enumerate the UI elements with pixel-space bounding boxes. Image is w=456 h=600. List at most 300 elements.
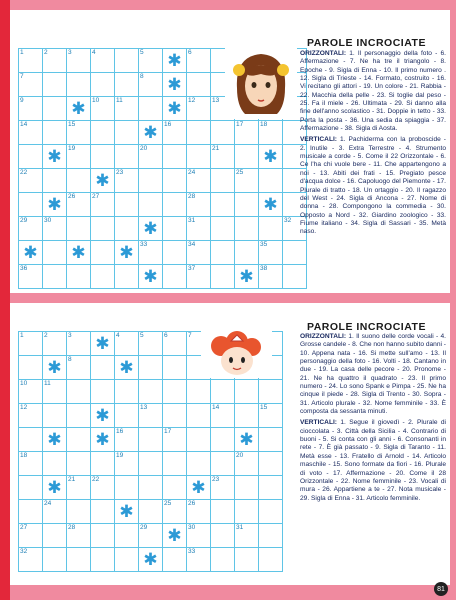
grid-cell[interactable] (259, 380, 282, 403)
grid-cell[interactable] (139, 524, 162, 547)
cell-number: 29 (20, 217, 28, 224)
asterisk-icon: ✱ (119, 358, 134, 377)
grid-cell[interactable] (163, 265, 186, 288)
grid-cell[interactable] (259, 476, 282, 499)
black-square (115, 356, 138, 379)
character-portrait-1 (225, 48, 297, 119)
cell-number: 22 (92, 476, 100, 483)
cell-number: 26 (68, 193, 76, 200)
across-clues-2 (300, 333, 446, 416)
grid-cell[interactable] (67, 404, 90, 427)
cell-number: 18 (20, 452, 28, 459)
black-square (163, 73, 186, 96)
asterisk-icon: ✱ (95, 171, 110, 190)
grid-cell[interactable] (235, 380, 258, 403)
cell-number: 10 (20, 380, 28, 387)
grid-cell[interactable] (139, 145, 162, 168)
cell-number: 36 (20, 265, 28, 272)
grid-cell[interactable] (67, 145, 90, 168)
grid-cell[interactable] (283, 265, 306, 288)
grid-cell[interactable] (139, 49, 162, 72)
grid-cell[interactable] (115, 428, 138, 451)
grid-cell[interactable] (67, 217, 90, 240)
down-clues-2 (300, 419, 446, 502)
grid-cell[interactable] (259, 265, 282, 288)
grid-cell[interactable] (67, 265, 90, 288)
grid-cell[interactable] (187, 265, 210, 288)
grid-cell[interactable] (43, 97, 66, 120)
grid-cell[interactable] (19, 49, 42, 72)
asterisk-icon: ✱ (47, 430, 62, 449)
grid-cell[interactable] (139, 332, 162, 355)
grid-cell[interactable] (211, 193, 234, 216)
grid-cell[interactable] (211, 265, 234, 288)
grid-cell[interactable] (67, 380, 90, 403)
grid-cell[interactable] (163, 548, 186, 571)
grid-cell[interactable] (91, 49, 114, 72)
grid-cell[interactable] (43, 121, 66, 144)
grid-cell[interactable] (211, 404, 234, 427)
cell-number: 10 (92, 97, 100, 104)
black-square (139, 217, 162, 240)
cell-number: 17 (236, 121, 244, 128)
cell-number: 25 (236, 169, 244, 176)
asterisk-icon: ✱ (23, 243, 38, 262)
asterisk-icon: ✱ (263, 195, 278, 214)
grid-cell[interactable] (163, 121, 186, 144)
grid-cell[interactable] (259, 217, 282, 240)
grid-cell[interactable] (67, 452, 90, 475)
grid-cell[interactable] (187, 49, 210, 72)
asterisk-icon: ✱ (95, 406, 110, 425)
grid-cell[interactable] (91, 356, 114, 379)
grid-cell[interactable] (235, 524, 258, 547)
grid-cell[interactable] (115, 265, 138, 288)
grid-cell[interactable] (19, 169, 42, 192)
grid-cell[interactable] (91, 121, 114, 144)
black-square (139, 265, 162, 288)
grid-cell[interactable] (43, 524, 66, 547)
grid-cell[interactable] (139, 428, 162, 451)
grid-cell[interactable] (187, 193, 210, 216)
grid-cell[interactable] (19, 404, 42, 427)
asterisk-icon: ✱ (47, 147, 62, 166)
grid-cell[interactable] (211, 452, 234, 475)
grid-cell[interactable] (163, 217, 186, 240)
cell-number: 26 (188, 500, 196, 507)
black-square (91, 169, 114, 192)
grid-cell[interactable] (91, 97, 114, 120)
grid-cell[interactable] (115, 548, 138, 571)
grid-cell[interactable] (259, 524, 282, 547)
grid-cell[interactable] (259, 428, 282, 451)
grid-cell[interactable] (235, 452, 258, 475)
down-text-2: 1. Segue il giovedì - 2. Plurale di cioccolata - 3. Città della Sicilia - 4. Contrario di buoni - 5. Si conta con gli anni - 6. Consonanti in rete - 7. È già passato - 9. Sigla di Taranto - 11. Metà esse - 13. Fratello di Arnold - 14. Articolo maschile - 15. Sono formate da fiori - 16. Plurale di voto - 17. Affermazione - 20. Come il 28 Orizzontale - 22. Nome femminile - 23. Vocali di mura - 26. Appartiene a te - 27. Nota musicale - 29. Sigla di Enna - 31. Articolo femminile. (300, 419, 446, 502)
cell-number: 11 (44, 380, 51, 387)
grid-cell[interactable] (187, 500, 210, 523)
grid-cell[interactable] (139, 404, 162, 427)
down-clues-1 (300, 136, 446, 236)
cell-number: 18 (260, 121, 268, 128)
black-square (67, 97, 90, 120)
cell-number: 21 (68, 476, 76, 483)
cell-number: 38 (260, 265, 268, 272)
grid-cell[interactable] (115, 452, 138, 475)
grid-cell[interactable] (211, 524, 234, 547)
grid-cell[interactable] (163, 332, 186, 355)
cell-number: 7 (20, 73, 24, 80)
grid-cell[interactable] (259, 169, 282, 192)
grid-cell[interactable] (115, 476, 138, 499)
grid-cell[interactable] (43, 217, 66, 240)
grid-cell[interactable] (211, 380, 234, 403)
grid-cell[interactable] (91, 145, 114, 168)
grid-cell[interactable] (43, 380, 66, 403)
grid-cell[interactable] (187, 217, 210, 240)
grid-cell[interactable] (187, 548, 210, 571)
cell-number: 20 (236, 452, 244, 459)
grid-cell[interactable] (163, 500, 186, 523)
character-portrait-2 (201, 331, 272, 378)
grid-cell[interactable] (259, 404, 282, 427)
cell-number: 7 (188, 332, 192, 339)
grid-cell[interactable] (115, 193, 138, 216)
grid-cell[interactable] (19, 145, 42, 168)
puzzle-title-2: PAROLE INCROCIATE (307, 321, 426, 333)
asterisk-icon: ✱ (47, 358, 62, 377)
grid-cell[interactable] (139, 500, 162, 523)
grid-cell[interactable] (163, 476, 186, 499)
black-square (91, 404, 114, 427)
puzzle-panel-1 (10, 10, 450, 293)
grid-cell[interactable] (91, 265, 114, 288)
cell-number: 3 (68, 49, 72, 56)
grid-cell[interactable] (139, 241, 162, 264)
grid-cell[interactable] (115, 404, 138, 427)
cell-number: 24 (188, 169, 196, 176)
black-square (19, 241, 42, 264)
grid-cell[interactable] (43, 452, 66, 475)
grid-cell[interactable] (67, 169, 90, 192)
asterisk-icon: ✱ (191, 478, 206, 497)
down-heading-1: VERTICALI: (300, 136, 337, 144)
grid-cell[interactable] (43, 404, 66, 427)
grid-cell[interactable] (139, 452, 162, 475)
grid-cell[interactable] (19, 452, 42, 475)
grid-cell[interactable] (91, 73, 114, 96)
asterisk-icon: ✱ (167, 99, 182, 118)
cell-number: 5 (140, 332, 144, 339)
grid-cell[interactable] (211, 217, 234, 240)
cell-number: 23 (116, 169, 124, 176)
grid-cell[interactable] (43, 265, 66, 288)
black-square (163, 49, 186, 72)
grid-cell[interactable] (235, 404, 258, 427)
grid-cell[interactable] (187, 145, 210, 168)
cell-number: 2 (44, 332, 48, 339)
across-heading-2: ORIZZONTALI: (300, 333, 347, 340)
grid-cell[interactable] (187, 97, 210, 120)
grid-cell[interactable] (163, 380, 186, 403)
grid-cell[interactable] (187, 404, 210, 427)
grid-cell[interactable] (187, 524, 210, 547)
grid-cell[interactable] (19, 193, 42, 216)
grid-cell[interactable] (19, 500, 42, 523)
black-square (163, 524, 186, 547)
grid-cell[interactable] (43, 500, 66, 523)
grid-cell[interactable] (115, 169, 138, 192)
puzzle-title-1: PAROLE INCROCIATE (307, 37, 426, 49)
asterisk-icon: ✱ (143, 123, 158, 142)
grid-cell[interactable] (139, 97, 162, 120)
grid-cell[interactable] (115, 380, 138, 403)
grid-cell[interactable] (19, 548, 42, 571)
grid-cell[interactable] (43, 49, 66, 72)
grid-cell[interactable] (43, 169, 66, 192)
cell-number: 32 (20, 548, 28, 555)
down-heading-2: VERTICALI: (300, 419, 337, 427)
grid-cell[interactable] (19, 380, 42, 403)
grid-cell[interactable] (19, 97, 42, 120)
grid-cell[interactable] (235, 241, 258, 264)
grid-cell[interactable] (163, 404, 186, 427)
grid-cell[interactable] (91, 524, 114, 547)
black-square (235, 428, 258, 451)
grid-cell[interactable] (139, 380, 162, 403)
grid-cell[interactable] (259, 121, 282, 144)
asterisk-icon: ✱ (167, 526, 182, 545)
cell-number: 12 (188, 97, 196, 104)
grid-cell[interactable] (259, 241, 282, 264)
grid-cell[interactable] (211, 428, 234, 451)
grid-cell[interactable] (211, 121, 234, 144)
cell-number: 37 (188, 265, 196, 272)
grid-cell[interactable] (91, 380, 114, 403)
grid-cell[interactable] (163, 241, 186, 264)
cell-number: 14 (212, 404, 220, 411)
grid-cell[interactable] (91, 548, 114, 571)
grid-cell[interactable] (43, 241, 66, 264)
grid-cell[interactable] (19, 265, 42, 288)
black-square (43, 356, 66, 379)
cell-number: 13 (212, 97, 220, 104)
grid-cell[interactable] (211, 241, 234, 264)
black-square (259, 145, 282, 168)
grid-cell[interactable] (211, 548, 234, 571)
left-margin-band (0, 0, 10, 600)
asterisk-icon: ✱ (47, 195, 62, 214)
grid-cell[interactable] (67, 73, 90, 96)
black-square (43, 476, 66, 499)
puzzle-panel-2 (10, 303, 450, 585)
grid-cell[interactable] (235, 169, 258, 192)
asterisk-icon: ✱ (143, 550, 158, 569)
grid-cell[interactable] (43, 73, 66, 96)
grid-cell[interactable] (43, 332, 66, 355)
grid-cell[interactable] (139, 169, 162, 192)
grid-cell[interactable] (187, 428, 210, 451)
grid-cell[interactable] (91, 193, 114, 216)
grid-cell[interactable] (211, 145, 234, 168)
grid-cell[interactable] (67, 49, 90, 72)
cell-number: 22 (20, 169, 28, 176)
cell-number: 33 (140, 241, 148, 248)
black-square (187, 476, 210, 499)
asterisk-icon: ✱ (143, 219, 158, 238)
cell-number: 1 (20, 332, 24, 339)
grid-cell[interactable] (19, 524, 42, 547)
cell-number: 16 (164, 121, 172, 128)
grid-cell[interactable] (91, 241, 114, 264)
cell-number: 28 (68, 524, 76, 531)
grid-cell[interactable] (19, 428, 42, 451)
grid-cell[interactable] (115, 217, 138, 240)
grid-cell[interactable] (115, 97, 138, 120)
grid-cell[interactable] (235, 193, 258, 216)
grid-cell[interactable] (115, 332, 138, 355)
grid-cell[interactable] (91, 217, 114, 240)
grid-cell[interactable] (43, 548, 66, 571)
cell-number: 9 (20, 97, 24, 104)
grid-cell[interactable] (211, 169, 234, 192)
grid-cell[interactable] (259, 500, 282, 523)
asterisk-icon: ✱ (239, 267, 254, 286)
grid-cell[interactable] (187, 73, 210, 96)
grid-cell[interactable] (67, 121, 90, 144)
cell-number: 25 (164, 500, 172, 507)
asterisk-icon: ✱ (167, 75, 182, 94)
grid-cell[interactable] (235, 500, 258, 523)
grid-cell[interactable] (259, 548, 282, 571)
cell-number: 31 (188, 217, 196, 224)
cell-number: 2 (44, 49, 48, 56)
grid-cell[interactable] (163, 169, 186, 192)
cell-number: 8 (140, 73, 144, 80)
cell-number: 35 (260, 241, 268, 248)
grid-cell[interactable] (187, 121, 210, 144)
grid-cell[interactable] (19, 217, 42, 240)
black-square (259, 193, 282, 216)
grid-cell[interactable] (67, 356, 90, 379)
clues-block-1 (300, 50, 446, 240)
cell-number: 17 (164, 428, 172, 435)
grid-cell[interactable] (67, 476, 90, 499)
grid-cell[interactable] (139, 193, 162, 216)
cell-number: 19 (116, 452, 124, 459)
cell-number: 34 (188, 241, 196, 248)
grid-cell[interactable] (67, 193, 90, 216)
grid-cell[interactable] (19, 121, 42, 144)
black-square (43, 193, 66, 216)
grid-cell[interactable] (91, 500, 114, 523)
asterisk-icon: ✱ (119, 502, 134, 521)
asterisk-icon: ✱ (71, 99, 86, 118)
grid-cell[interactable] (187, 380, 210, 403)
grid-cell[interactable] (67, 548, 90, 571)
cell-number: 5 (140, 49, 144, 56)
grid-cell[interactable] (187, 452, 210, 475)
cell-number: 29 (140, 524, 148, 531)
grid-cell[interactable] (235, 145, 258, 168)
cell-number: 15 (260, 404, 268, 411)
grid-cell[interactable] (235, 121, 258, 144)
grid-cell[interactable] (115, 49, 138, 72)
cell-number: 12 (20, 404, 28, 411)
cell-number: 6 (188, 49, 192, 56)
cell-number: 4 (92, 49, 96, 56)
grid-cell[interactable] (19, 476, 42, 499)
grid-cell[interactable] (139, 476, 162, 499)
cell-number: 27 (92, 193, 100, 200)
grid-cell[interactable] (19, 356, 42, 379)
asterisk-icon: ✱ (263, 147, 278, 166)
grid-cell[interactable] (211, 500, 234, 523)
asterisk-icon: ✱ (239, 430, 254, 449)
cell-number: 23 (212, 476, 220, 483)
grid-cell[interactable] (187, 241, 210, 264)
down-text-1: 1. Pachiderma con la proboscide - 2. Inutile - 3. Extra Terrestre - 4. Strumento musicale a corde - 5. Come il 22 Orizzontale - 6. Ce l'ha chi vuole bere - 11. Che appartengono a noi - 13. Abiti dei frati - 15. Pregiato pesce d'acqua dolce - 16. Capoluogo del Piemonte - 17. Plurale di tratto - 18. Un ortaggio - 20. Il ragazzo del West - 24. Sigla di Ancona - 27. Nome di donna - 28. Compongono la commedia - 30. Opposto a Nord - 32. Giardino zoologico - 33. Fiume italiano - 34. Sigla di Sassari - 35. Metà naso. (300, 136, 446, 236)
grid-cell[interactable] (115, 73, 138, 96)
asterisk-icon: ✱ (167, 51, 182, 70)
grid-cell[interactable] (163, 145, 186, 168)
cell-number: 21 (212, 145, 220, 152)
grid-cell[interactable] (115, 121, 138, 144)
grid-cell[interactable] (67, 332, 90, 355)
grid-cell[interactable] (67, 524, 90, 547)
grid-cell[interactable] (235, 476, 258, 499)
cell-number: 1 (20, 49, 24, 56)
grid-cell[interactable] (115, 145, 138, 168)
cell-number: 11 (116, 97, 123, 104)
grid-cell[interactable] (283, 241, 306, 264)
cell-number: 31 (236, 524, 244, 531)
grid-cell[interactable] (163, 193, 186, 216)
grid-cell[interactable] (139, 356, 162, 379)
grid-cell[interactable] (235, 548, 258, 571)
grid-cell[interactable] (91, 452, 114, 475)
cell-number: 15 (68, 121, 76, 128)
grid-cell[interactable] (139, 73, 162, 96)
black-square (91, 332, 114, 355)
grid-cell[interactable] (163, 428, 186, 451)
grid-cell[interactable] (187, 169, 210, 192)
cell-number: 14 (20, 121, 28, 128)
clues-block-2 (300, 333, 446, 506)
grid-cell[interactable] (91, 476, 114, 499)
grid-cell[interactable] (115, 524, 138, 547)
grid-cell[interactable] (67, 500, 90, 523)
grid-cell[interactable] (259, 452, 282, 475)
grid-cell[interactable] (67, 428, 90, 451)
black-square (139, 121, 162, 144)
across-text-2: 1. Il suono delle corde vocali - 4. Grosse candele - 8. Che non hanno subito danni - 10. Appena nata - 16. Si mette sull'amo - 13. Il personaggio della foto - 16. Volti - 18. Cantano in due - 19. La casa delle pecore - 20. Pronome - 21. Ne ha quattro il quadrato - 23. Il primo numero - 24. Lo sono Spank e Pimpa - 25. Ne ha cinque il piede - 28. Sigla di Trento - 30. Sopra - 31. Articolo plurale - 32. Nome femminile - 33. È composta da sessanta minuti. (300, 333, 446, 416)
black-square (115, 241, 138, 264)
black-square (139, 548, 162, 571)
grid-cell[interactable] (163, 452, 186, 475)
black-square (43, 145, 66, 168)
cell-number: 19 (68, 145, 76, 152)
cell-number: 24 (44, 500, 52, 507)
grid-cell[interactable] (235, 217, 258, 240)
grid-cell[interactable] (163, 356, 186, 379)
cell-number: 13 (140, 404, 148, 411)
grid-cell[interactable] (19, 332, 42, 355)
across-heading-1: ORIZZONTALI: (300, 50, 347, 57)
grid-cell[interactable] (19, 73, 42, 96)
grid-cell[interactable] (211, 476, 234, 499)
black-square (235, 265, 258, 288)
cell-number: 3 (68, 332, 72, 339)
